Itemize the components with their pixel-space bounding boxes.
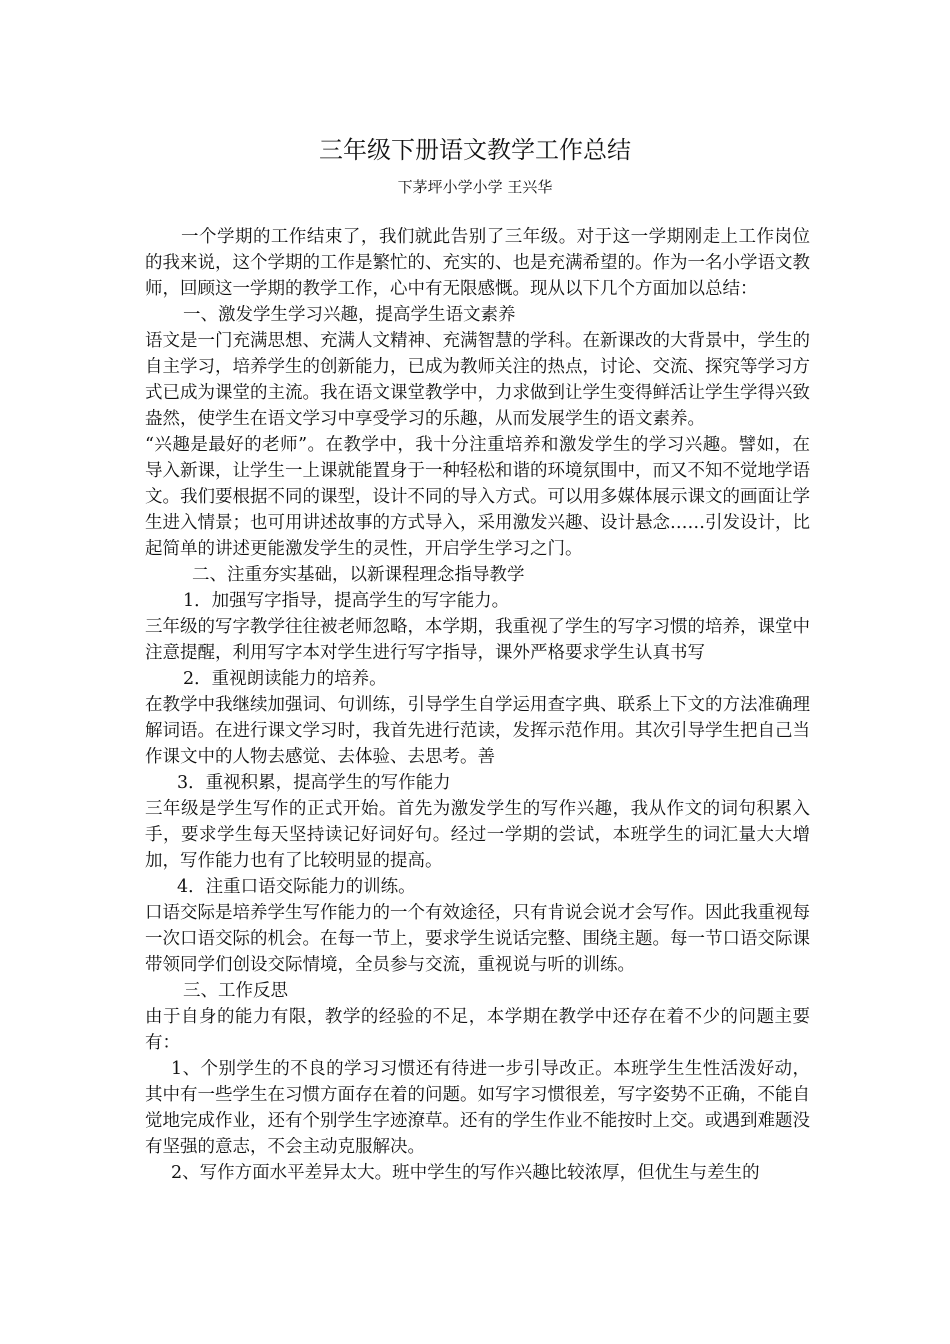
document-title: 三年级下册语文教学工作总结 [319, 136, 631, 164]
body-paragraph: “兴趣是最好的老师”。在教学中，我十分注重培养和激发学生的学习兴趣。譬如，在导入新课，让学生一上课就能置身于一种轻松和谐的环境氛围中，而又不知不觉地学语文。我们要根据不同的课型，设计不同的导入方式。可以用多媒体展示课文的画面让学生进入情景；也可用讲述故事的方式导入，采用激发兴趣、设计悬念……引发设计，比起简单的讲述更能激发学生的灵性，开启学生学习之门。 [145, 435, 810, 559]
document-author: 下茅坪小学小学 王兴华 [397, 178, 553, 196]
list-item-1: 1、个别学生的不良的学习习惯还有待进一步引导改正。本班学生生性活泼好动，其中有一些学生在习惯方面存在着的问题。如写字习惯很差，写字姿势不正确，不能自觉地完成作业，还有个别学生字迹潦草。还有的学生作业不能按时上交。或遇到难题没有坚强的意志，不会主动克服解决。 [145, 1059, 810, 1157]
body-paragraph: 三年级是学生写作的正式开始。首先为激发学生的写作兴趣，我从作文的词句积累入手，要求学生每天坚持读记好词好句。经过一学期的尝试，本班学生的词汇量大大增加，写作能力也有了比较明显的提高。 [145, 799, 810, 871]
document-body [145, 224, 810, 1186]
section-heading-2: 二、注重夯实基础，以新课程理念指导教学 [192, 565, 525, 585]
subheading-2: 2．重视朗读能力的培养。 [183, 669, 387, 689]
body-paragraph: 由于自身的能力有限，教学的经验的不足，本学期在教学中还存在着不少的问题主要有： [145, 1007, 810, 1053]
section-heading-1: 一、激发学生学习兴趣，提高学生语文素养 [183, 305, 516, 325]
body-paragraph: 口语交际是培养学生写作能力的一个有效途径，只有肯说会说才会写作。因此我重视每一次口语交际的机会。在每一节上，要求学生说话完整、围绕主题。每一节口语交际课带领同学们创设交际情境，全员参与交流，重视说与听的训练。 [145, 903, 810, 975]
subheading-3: 3．重视积累，提高学生的写作能力 [177, 773, 451, 793]
body-paragraph: 在教学中我继续加强词、句训练，引导学生自学运用查字典、联系上下文的方法准确理解词语。在进行课文学习时，我首先进行范读，发挥示范作用。其次引导学生把自己当作课文中的人物去感觉、去体验、去思考。善 [145, 695, 810, 767]
section-heading-3: 三、工作反思 [183, 981, 288, 1001]
intro-paragraph: 一个学期的工作结束了，我们就此告别了三年级。对于这一学期刚走上工作岗位的我来说，这个学期的工作是繁忙的、充实的、也是充满希望的。作为一名小学语文教师，回顾这一学期的教学工作，心中有无限感慨。现从以下几个方面加以总结： [145, 227, 810, 299]
list-item-2: 2、写作方面水平差异太大。班中学生的写作兴趣比较浓厚，但优生与差生的 [171, 1163, 760, 1183]
subheading-4: 4．注重口语交际能力的训练。 [177, 877, 416, 897]
body-paragraph: 语文是一门充满思想、充满人文精神、充满智慧的学科。在新课改的大背景中，学生的自主学习，培养学生的创新能力，已成为教师关注的热点，讨论、交流、探究等学习方式已成为课堂的主流。我在语文课堂教学中，力求做到让学生变得鲜活让学生学得兴致盎然，使学生在语文学习中享受学习的乐趣，从而发展学生的语文素养。 [145, 331, 810, 429]
body-paragraph: 三年级的写字教学往往被老师忽略，本学期，我重视了学生的写字习惯的培养，课堂中注意提醒，利用写字本对学生进行写字指导，课外严格要求学生认真书写 [145, 617, 810, 663]
subheading-1: 1．加强写字指导，提高学生的写字能力。 [183, 591, 510, 611]
